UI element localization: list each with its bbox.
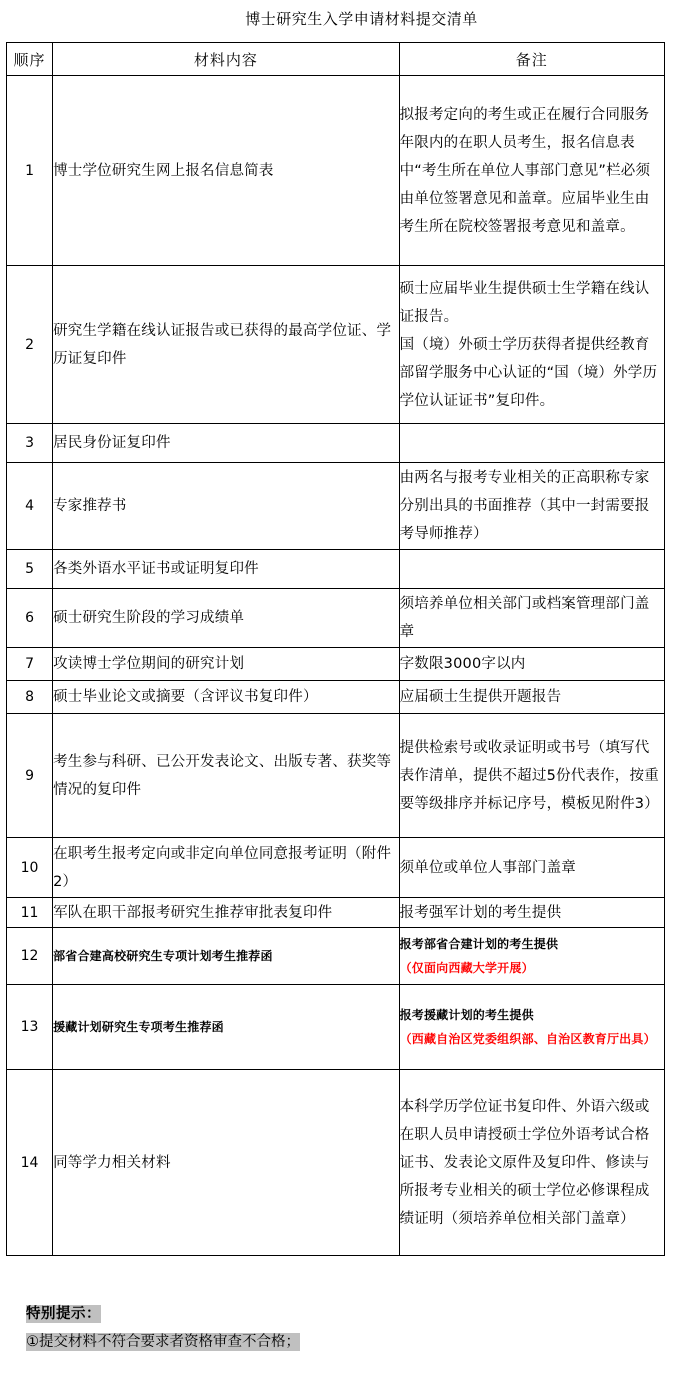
row-no: 13	[7, 985, 53, 1070]
row-remark: 字数限3000字以内	[399, 648, 664, 681]
row-no: 12	[7, 928, 53, 985]
row-remark: 报考强军计划的考生提供	[399, 898, 664, 928]
table-row	[7, 714, 665, 838]
row-remark: 须单位或单位人事部门盖章	[399, 838, 664, 898]
special-notice-section	[26, 1300, 646, 1356]
row-remark-line-1: 硕士应届毕业生提供硕士生学籍在线认证报告。	[399, 280, 650, 325]
row-remark: 由两名与报考专业相关的正高职称专家分别出具的书面推荐（其中一封需要报考导师推荐）	[399, 463, 664, 550]
row-remark-red: （西藏自治区党委组织部、自治区教育厅出具）	[399, 1032, 656, 1046]
row-material: 援藏计划研究生专项考生推荐函	[53, 985, 400, 1070]
row-material: 硕士研究生阶段的学习成绩单	[53, 589, 400, 648]
row-material: 军队在职干部报考研究生推荐审批表复印件	[53, 898, 400, 928]
special-notice-item-1: ①提交材料不符合要求者资格审查不合格；	[26, 1334, 300, 1350]
row-remark: 须培养单位相关部门或档案管理部门盖章	[399, 589, 664, 648]
table-row	[7, 681, 665, 714]
row-remark: 应届硕士生提供开题报告	[399, 681, 664, 714]
row-remark-line-1: 报考部省合建计划的考生提供	[399, 937, 559, 951]
special-notice-item-row	[26, 1328, 646, 1356]
row-remark-line-1: 报考援藏计划的考生提供	[399, 1008, 534, 1022]
row-remark: 本科学历学位证书复印件、外语六级或在职人员申请授硕士学位外语考试合格证书、发表论文原件及复印件、修读与所报考专业相关的硕士学位必修课程成绩证明（须培养单位相关部门盖章）	[399, 1070, 664, 1256]
row-no: 6	[7, 589, 53, 648]
column-header-material: 材料内容	[53, 43, 400, 76]
table-row	[7, 648, 665, 681]
row-material: 部省合建高校研究生专项计划考生推荐函	[53, 928, 400, 985]
row-material: 硕士毕业论文或摘要（含评议书复印件）	[53, 681, 400, 714]
row-remark-red: （仅面向西藏大学开展）	[399, 961, 534, 975]
row-remark: 拟报考定向的考生或正在履行合同服务年限内的在职人员考生，报名信息表中“考生所在单位人事部门意见”栏必须由单位签署意见和盖章。应届毕业生由考生所在院校签署报考意见和盖章。	[399, 76, 664, 266]
row-no: 10	[7, 838, 53, 898]
row-no: 7	[7, 648, 53, 681]
row-no: 8	[7, 681, 53, 714]
table-row	[7, 838, 665, 898]
row-material: 同等学力相关材料	[53, 1070, 400, 1256]
materials-checklist-table	[6, 42, 665, 1256]
table-row	[7, 1070, 665, 1256]
special-notice-heading-row	[26, 1300, 646, 1328]
row-no: 2	[7, 266, 53, 424]
column-header-no: 顺序	[7, 43, 53, 76]
row-remark	[399, 266, 664, 424]
row-remark-line-2: 国（境）外硕士学历获得者提供经教育部留学服务中心认证的“国（境）外学历学位认证证书”复印件。	[399, 336, 658, 409]
row-material: 攻读博士学位期间的研究计划	[53, 648, 400, 681]
row-remark	[399, 928, 664, 985]
table-row	[7, 463, 665, 550]
row-no: 4	[7, 463, 53, 550]
row-remark	[399, 550, 664, 589]
table-row	[7, 550, 665, 589]
table-header-row	[7, 43, 665, 76]
table-row	[7, 589, 665, 648]
row-material: 研究生学籍在线认证报告或已获得的最高学位证、学历证复印件	[53, 266, 400, 424]
table-row	[7, 928, 665, 985]
page-title: 博士研究生入学申请材料提交清单	[245, 10, 478, 28]
row-remark	[399, 424, 664, 463]
row-material: 考生参与科研、已公开发表论文、出版专著、获奖等情况的复印件	[53, 714, 400, 838]
special-notice-heading: 特别提示：	[26, 1306, 101, 1322]
row-no: 9	[7, 714, 53, 838]
row-no: 3	[7, 424, 53, 463]
row-material: 在职考生报考定向或非定向单位同意报考证明（附件2）	[53, 838, 400, 898]
row-no: 14	[7, 1070, 53, 1256]
row-no: 11	[7, 898, 53, 928]
table-row	[7, 76, 665, 266]
row-material: 居民身份证复印件	[53, 424, 400, 463]
table-row	[7, 266, 665, 424]
row-material: 博士学位研究生网上报名信息简表	[53, 76, 400, 266]
row-no: 1	[7, 76, 53, 266]
row-material: 专家推荐书	[53, 463, 400, 550]
row-remark: 提供检索号或收录证明或书号（填写代表作清单，提供不超过5份代表作，按重要等级排序并标记序号，模板见附件3）	[399, 714, 664, 838]
row-remark	[399, 985, 664, 1070]
row-material: 各类外语水平证书或证明复印件	[53, 550, 400, 589]
table-row	[7, 898, 665, 928]
row-no: 5	[7, 550, 53, 589]
table-row	[7, 424, 665, 463]
table-row	[7, 985, 665, 1070]
column-header-remark: 备注	[399, 43, 664, 76]
